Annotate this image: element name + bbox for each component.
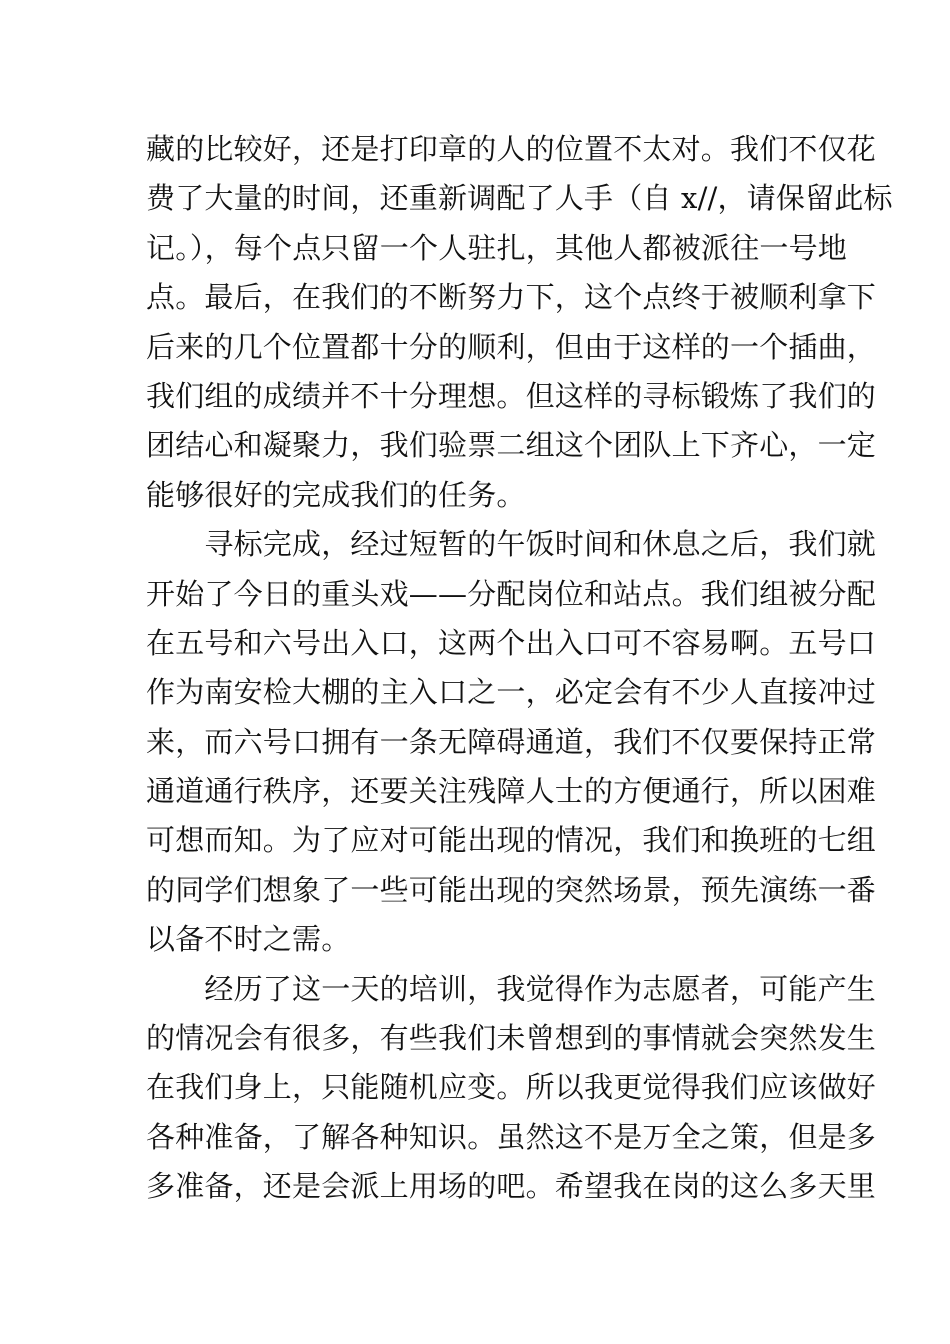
text-line: 后来的几个位置都十分的顺利，但由于这样的一个插曲， bbox=[146, 329, 877, 364]
text-line: 费了大量的时间，还重新调配了人手（自 x//，请保留此标 bbox=[146, 181, 893, 216]
text-line: 通道通行秩序，还要关注残障人士的方便通行，所以困难 bbox=[146, 774, 877, 809]
text-line: 我们组的成绩并不十分理想。但这样的寻标锻炼了我们的 bbox=[146, 378, 877, 413]
paragraph-start-line: 寻标完成，经过短暂的午饭时间和休息之后，我们就 bbox=[146, 527, 877, 562]
text-line: 作为南安检大棚的主入口之一，必定会有不少人直接冲过 bbox=[146, 675, 877, 710]
text-line: 在我们身上，只能随机应变。所以我更觉得我们应该做好 bbox=[146, 1070, 877, 1105]
body-text bbox=[146, 125, 893, 1212]
paragraph-start-line: 经历了这一天的培训，我觉得作为志愿者，可能产生 bbox=[146, 971, 877, 1006]
text-line: 藏的比较好，还是打印章的人的位置不太对。我们不仅花 bbox=[146, 132, 877, 166]
text-line: 的同学们想象了一些可能出现的突然场景，预先演练一番 bbox=[146, 872, 877, 907]
text-line: 来，而六号口拥有一条无障碍通道，我们不仅要保持正常 bbox=[146, 724, 877, 759]
text-line: 多准备，还是会派上用场的吧。希望我在岗的这么多天里 bbox=[146, 1169, 877, 1204]
text-line: 记。），每个点只留一个人驻扎，其他人都被派往一号地 bbox=[146, 230, 848, 265]
text-line: 在五号和六号出入口，这两个出入口可不容易啊。五号口 bbox=[146, 625, 877, 660]
text-line: 各种准备，了解各种知识。虽然这不是万全之策，但是多 bbox=[146, 1119, 877, 1154]
text-line: 开始了今日的重头戏——分配岗位和站点。我们组被分配 bbox=[146, 576, 877, 611]
text-line: 以备不时之需。 bbox=[146, 922, 351, 957]
text-line: 可想而知。为了应对可能出现的情况，我们和换班的七组 bbox=[146, 823, 877, 858]
text-line: 的情况会有很多，有些我们未曾想到的事情就会突然发生 bbox=[146, 1021, 877, 1056]
text-line: 团结心和凝聚力，我们验票二组这个团队上下齐心，一定 bbox=[146, 428, 877, 463]
text-line: 能够很好的完成我们的任务。 bbox=[146, 477, 526, 512]
text-line: 点。最后，在我们的不断努力下，这个点终于被顺利拿下 bbox=[146, 280, 877, 315]
